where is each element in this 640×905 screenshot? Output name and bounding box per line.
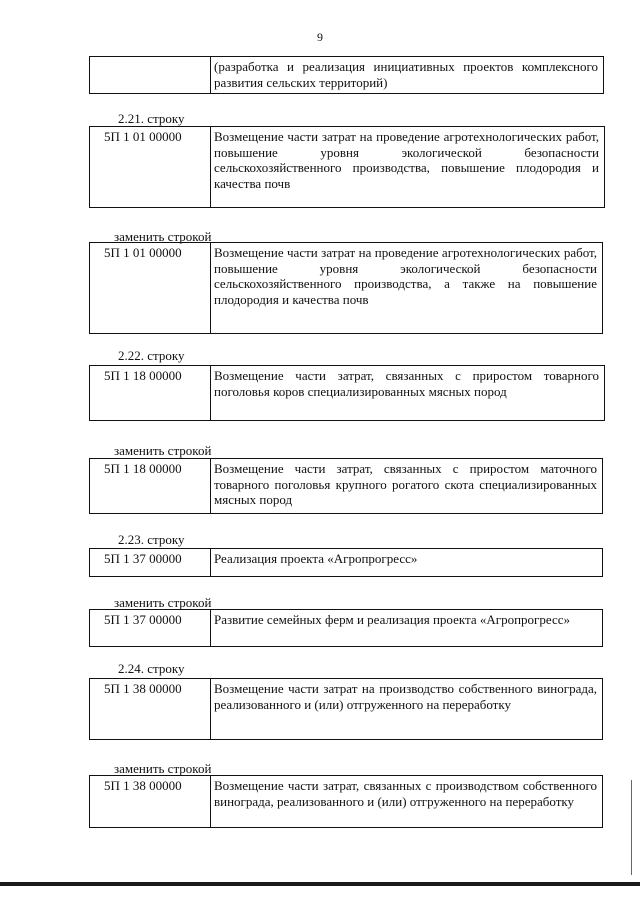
budget-code-cell: 5П 1 37 00000 bbox=[90, 610, 211, 646]
scan-bottom-edge bbox=[0, 882, 640, 886]
table-row-new-2-24 bbox=[89, 775, 603, 828]
table-row-old-2-24 bbox=[89, 678, 603, 740]
budget-code-cell: 5П 1 18 00000 bbox=[90, 366, 211, 420]
budget-code-cell: 5П 1 01 00000 bbox=[90, 243, 211, 333]
table-row-old-2-21 bbox=[89, 126, 605, 208]
description-cell: (разработка и реализация инициативных проектов комплексного развития сельских территорий) bbox=[214, 59, 598, 90]
table-row-new-2-21 bbox=[89, 242, 603, 334]
section-label-2-21: 2.21. строку bbox=[118, 111, 185, 126]
description-cell: Развитие семейных ферм и реализация проекта «Агропрогресс» bbox=[214, 612, 571, 627]
replace-label-2-21: заменить строкой bbox=[114, 229, 212, 244]
table-row-continuation bbox=[89, 56, 604, 94]
budget-code-cell: 5П 1 18 00000 bbox=[90, 459, 211, 513]
budget-code-cell: 5П 1 01 00000 bbox=[90, 127, 211, 207]
description-cell: Возмещение части затрат, связанных с приростом маточного товарного поголовья крупного рогатого скота специализированных мясных пород bbox=[214, 461, 597, 507]
budget-code-cell: 5П 1 38 00000 bbox=[90, 679, 211, 739]
budget-code-cell: 5П 1 37 00000 bbox=[90, 549, 211, 576]
table-row-new-2-23 bbox=[89, 609, 603, 647]
section-label-2-23: 2.23. строку bbox=[118, 532, 185, 547]
description-cell: Возмещение части затрат, связанных с производством собственного винограда, реализованного и (или) отгруженного на переработку bbox=[214, 778, 597, 809]
table-row-new-2-22 bbox=[89, 458, 603, 514]
section-label-2-24: 2.24. строку bbox=[118, 661, 185, 676]
replace-label-2-23: заменить строкой bbox=[114, 595, 212, 610]
description-cell: Возмещение части затрат на производство собственного винограда, реализованного и (или) отгруженного на переработку bbox=[214, 681, 597, 712]
description-cell: Реализация проекта «Агропрогресс» bbox=[214, 551, 418, 566]
description-cell: Возмещение части затрат на проведение агротехнологических работ, повышение уровня экологической безопасности сельскохозяйственного производства, а также на повышение плодородия и качества почв bbox=[214, 245, 597, 307]
description-cell: Возмещение части затрат на проведение агротехнологических работ, повышение уровня экологической безопасности сельскохозяйственного производства, повышение плодородия и качества почв bbox=[214, 129, 599, 191]
budget-code-cell: 5П 1 38 00000 bbox=[90, 776, 211, 827]
replace-label-2-24: заменить строкой bbox=[114, 761, 212, 776]
table-row-old-2-22 bbox=[89, 365, 605, 421]
budget-code-cell bbox=[90, 57, 211, 93]
scan-edge-line bbox=[631, 780, 632, 875]
page-number: 9 bbox=[317, 30, 323, 44]
replace-label-2-22: заменить строкой bbox=[114, 443, 212, 458]
section-label-2-22: 2.22. строку bbox=[118, 348, 185, 363]
description-cell: Возмещение части затрат, связанных с приростом товарного поголовья коров специализированных мясных пород bbox=[214, 368, 599, 399]
table-row-old-2-23 bbox=[89, 548, 603, 577]
